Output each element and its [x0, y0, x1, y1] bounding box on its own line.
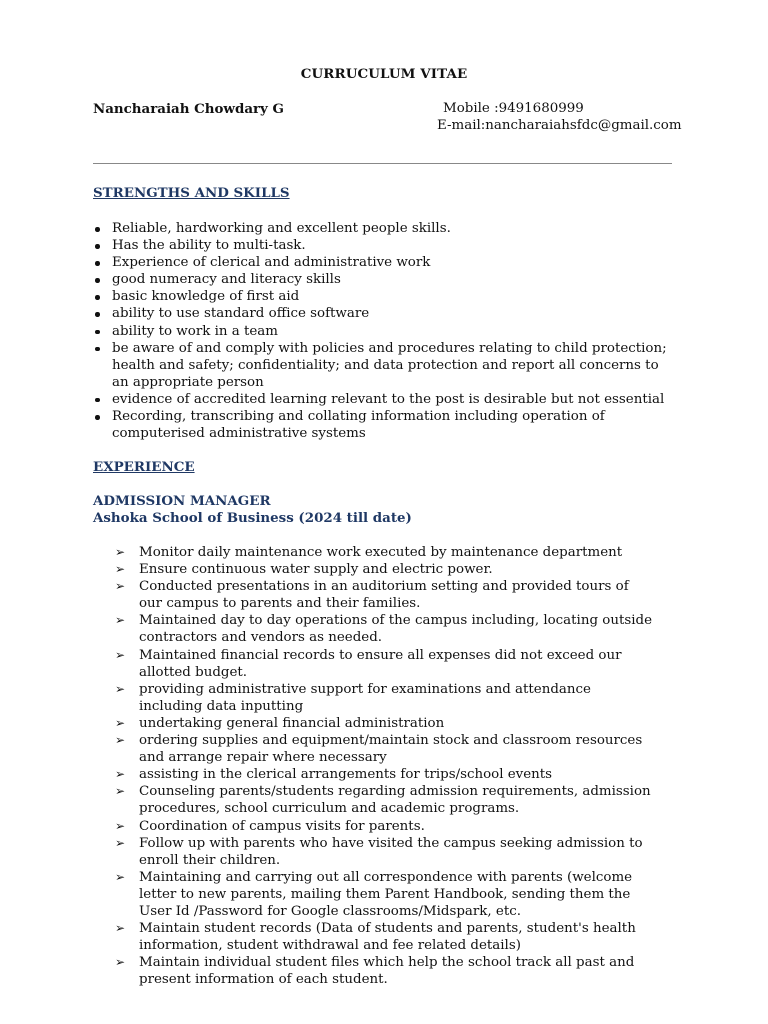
duty-text: Counseling parents/students regarding admission requirements, admission procedures, school curriculum and academic programs. [139, 784, 651, 817]
experience-heading: EXPERIENCE [93, 459, 195, 475]
duty-text: Conducted presentations in an auditorium setting and provided tours of our campus to parents and their families. [139, 579, 629, 612]
duty-item [115, 783, 655, 817]
duty-item [115, 561, 655, 578]
arrow-bullet-icon: ➢ [115, 818, 126, 833]
arrow-bullet-icon: ➢ [115, 681, 126, 696]
arrow-bullet-icon: ➢ [115, 955, 126, 970]
skill-item: ability to use standard office software [93, 305, 673, 322]
arrow-bullet-icon: ➢ [115, 545, 126, 559]
duty-item [115, 732, 655, 766]
email-address: E-mail:nancharaiahsfdc@gmail.com [437, 118, 682, 133]
arrow-bullet-icon: ➢ [115, 835, 126, 850]
duty-text: assisting in the clerical arrangements for trips/school events [139, 767, 553, 783]
duty-text: Maintained day to day operations of the campus including, locating outside contractors and vendors as needed. [139, 613, 653, 646]
duty-item [115, 544, 655, 561]
arrow-bullet-icon: ➢ [115, 647, 126, 662]
duty-text: Coordination of campus visits for parents. [139, 818, 425, 834]
duty-text: Maintaining and carrying out all correspondence with parents (welcome letter to new parents, mailing them Parent Handbook, sending them the User Id /Password for Google classrooms/Midspark, etc. [139, 869, 633, 919]
mobile-number: Mobile :9491680999 [443, 101, 584, 116]
skill-item: Reliable, hardworking and excellent people skills. [93, 220, 673, 237]
duty-text: Ensure continuous water supply and electric power. [139, 562, 493, 578]
header-divider [93, 163, 672, 164]
arrow-bullet-icon: ➢ [115, 921, 126, 936]
arrow-bullet-icon: ➢ [115, 579, 126, 594]
job-company: Ashoka School of Business (2024 till date) [93, 510, 412, 526]
arrow-bullet-icon: ➢ [115, 562, 126, 577]
arrow-bullet-icon: ➢ [115, 869, 126, 884]
duty-item [115, 647, 655, 681]
duty-text: Monitor daily maintenance work executed by maintenance department [139, 545, 623, 560]
duty-item [115, 578, 655, 612]
skill-item: be aware of and comply with policies and procedures relating to child protection; health and safety; confidentiality; and data protection and report all concerns to an appropriate person [93, 340, 673, 391]
duty-item [115, 835, 655, 869]
duty-item [115, 869, 655, 920]
skill-item: ability to work in a team [93, 323, 673, 340]
duty-text: Follow up with parents who have visited the campus seeking admission to enroll their children. [139, 835, 643, 868]
duty-item [115, 818, 655, 835]
skill-item: good numeracy and literacy skills [93, 271, 673, 288]
skill-item: Recording, transcribing and collating information including operation of computerised administrative systems [93, 408, 673, 442]
candidate-name: Nancharaiah Chowdary G [93, 101, 284, 117]
skill-item: Experience of clerical and administrative work [93, 254, 673, 271]
arrow-bullet-icon: ➢ [115, 767, 126, 782]
arrow-bullet-icon: ➢ [115, 715, 126, 730]
duty-text: undertaking general financial administration [139, 715, 445, 731]
duty-item [115, 920, 655, 954]
duty-item [115, 681, 655, 715]
duty-text: Maintain student records (Data of students and parents, student's health information, student withdrawal and fee related details) [139, 921, 636, 954]
duty-text: Maintain individual student files which help the school track all past and present information of each student. [139, 955, 635, 988]
arrow-bullet-icon: ➢ [115, 733, 126, 748]
duty-item [115, 954, 655, 988]
duty-text: ordering supplies and equipment/maintain stock and classroom resources and arrange repair where necessary [139, 733, 643, 766]
duty-text: providing administrative support for examinations and attendance including data inputting [139, 681, 591, 714]
duty-text: Maintained financial records to ensure all expenses did not exceed our allotted budget. [139, 647, 622, 680]
duty-item [115, 715, 655, 732]
arrow-bullet-icon: ➢ [115, 784, 126, 799]
duty-item [115, 766, 655, 783]
document-title: CURRUCULUM VITAE [300, 66, 468, 82]
skill-item: basic knowledge of first aid [93, 288, 673, 305]
skill-item: Has the ability to multi-task. [93, 237, 673, 254]
skill-item: evidence of accredited learning relevant to the post is desirable but not essential [93, 391, 673, 408]
strengths-list [93, 220, 673, 442]
arrow-bullet-icon: ➢ [115, 613, 126, 628]
duties-list [115, 544, 655, 988]
job-title: ADMISSION MANAGER [93, 493, 271, 509]
strengths-heading: STRENGTHS AND SKILLS [93, 185, 290, 201]
duty-item [115, 612, 655, 646]
